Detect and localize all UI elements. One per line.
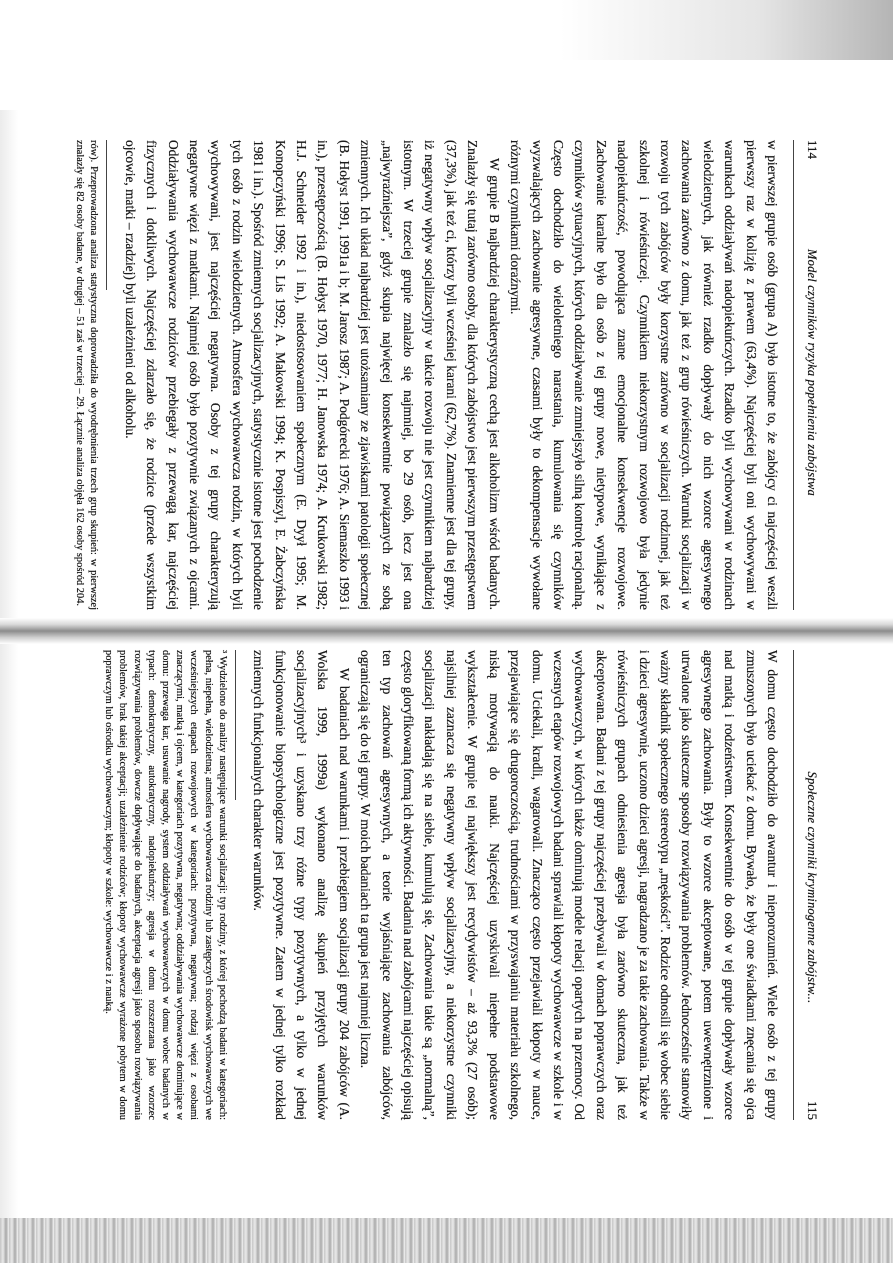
running-title: Model czynników ryzyka popełnienia zabójstwa [805,249,819,496]
body-text [119,140,783,610]
left-page [74,140,820,610]
paragraph: W badaniach nad warunkami i przebiegiem socjalizacji grupy 204 zabójców (A. Wolska 1999, 1999a) wykonano analizę skupień przyjętych warunków socjalizacyjnych³ i uzyskano trzy różne typy pozytywnych, a tylko w jednej funkcjonowanie biopsychologiczne jest pozytywne. Zatem w jednej tylko rozkład zmiennych funkcjonalnych charakter warunków. [251,650,352,1120]
paragraph: w pierwszej grupie osób (grupa A) było istotne to, że zabójcy ci najczęściej weszli pierwszy raz w kolizję z prawem (63,4%). Najczęściej byli oni wychowywani w warunkach oddziaływań nadopiekuńczych. Rzadko byli wychowywani w rodzinach wielodzietnych, jak również rzadko dopływały do nich wzorce agresywnego zachowania zarówno z domu, jak też z grup rówieśniczych. Warunki socjalizacji w rozwoju tych zabójców były korzystne zarówno w socjalizacji rodzinnej, jak też szkolnej i rówieśniczej. Czynnikiem niekorzystnym rozwojowo była jedynie nadopiekuńczość, powodująca znane emocjonalne konsekwencje rozwojowe. Zachowanie karalne było dla osób z tej grupy nowe, nietypowe, wynikające z czynników sytuacyjnych, których oddziaływanie zmniejszyło silną kontrolę racjonalną. Często dochodziło do wieloletniego narastania, kumulowania się czynników wyzwalających zachowanie agresywne, czasami były to dekompensacje wywołane różnymi czynnikami doraźnymi. [508,140,780,610]
header-rule [793,650,794,1120]
header-rule [793,140,794,610]
running-title: Społeczne czynniki kryminogenne zabójstw... [805,771,819,1004]
running-head [798,650,820,1120]
body-text [248,650,783,1120]
footnote: rów). Przeprowadzona analiza statystyczna doprowadziła do wyodrębnienia trzech grup skupień: w pierwszej znalazły się 82 osoby badane, w drugiej – 51 zaś w trzeciej – 29. Łącznie analiza objęła 162 osoby spośród 204. [74,140,100,610]
book-gutter [0,618,893,644]
page-number: 115 [805,1100,820,1120]
scan-shadow-top [560,0,893,60]
footnote-rule [106,140,107,290]
running-head [798,140,820,610]
paragraph: W grupie B najbardziej charakterystyczną cechą jest alkoholizm wśród badanych. Znalazły się tutaj zarówno osoby, dla których zabójstwo jest pierwszym przestępstwem (37,3%), jak też ci, którzy byli wcześniej karani (62,7%). Znamienne jest dla tej grupy, iż negatywny wpływ socjalizacyjny w takcie rozwoju nie jest czynnikiem najbardziej istotnym. W trzeciej grupie znalazło się najmniej, bo 29 osób, lecz jest ona „najwyraźniejsza”, gdyż skupia najwięcej konsekwentnie powiązanych ze sobą zmiennych. Ich układ najbardziej jest utożsamiany ze zjawiskami patologii społecznej (B. Hołyst 1991, 1991a i b; M. Jarosz 1987; A. Podgórecki 1976; A. Siemaszko 1993 i in.), przestępczością (B. Hołyst 1970, 1977; H. Janowska 1974; A. Krukowski 1982; H.J. Schneider 1992 i in.), niedostosowaniem społecznym (E. Dyył 1995; M. Konopczyński 1996; S. Lis 1992; A. Makowski 1994; K. Pospiszyl, E. Żabczyńska 1981 i in.). Spośród zmiennych socjalizacyjnych, statystycznie istotne jest pochodzenie tych osób z rodzin wielodzietnych. Atmosfera wychowawcza rodzin, w których byli wychowywani, jest najczęściej negatywna. Osoby z tej grupy charakteryzują negatywne więzi z matkami. Najmniej osób było pozytywnie związanych z ojcami. Oddziaływania wychowawcze rodziców przebiegały z przewagą kar, najczęściej fizycznych i dotkliwych. Najczęściej zdarzało się, że rodzice (przede wszystkim ojcowie, matki – rzadziej) byli uzależnieni od alkoholu. [122,140,502,610]
footnote-rule [235,650,236,800]
paragraph: W domu często dochodziło do awantur i nieporozumień. Wiele osób z tej grupy zmuszonych było uciekać z domu. Bywało, że były one świadkami znęcania się ojca nad matką i rodzeństwem. Konsekwentnie do osób w tej grupie dopływały wzorce agresywnego zachowania. Były to wzorce akceptowane, potem uwewnętrznione i utrwalone jako skuteczne sposoby rozwiązywania problemów. Jednocześnie stanowiły ważny składnik społecznego stereotypu „męskości”. Rodzice odnosili się wobec siebie i dzieci agresywnie, uczono dzieci agresji, nagradzano je za takie zachowania. Także w rówieśniczych grupach odniesienia agresja była zarówno skuteczna, jak też akceptowana. Badani z tej grupy najczęściej przebywali w domach poprawczych oraz wychowawczych, w których także dominują modele relacji opartych na przemocy. Od wczesnych etapów rozwojowych badani sprawiali kłopoty wychowawcze w szkole i w domu. Uciekali, kradli, wagarowali. Znacząco często przejawiali kłopoty w nauce, przejawiające się drugoroczością, trudnościami w przyswajaniu materiału szkolnego, niską motywacją do nauki. Najczęściej uzyskiwali niepełne podstawowe wykształcenie. W grupie tej największy jest recydywistów – aż 93,3% (27 osób); najsilniej zaznacza się negatywny wpływ socjalizacyjny, a niekorzystne czynniki socjalizacji nakładają się na siebie, kumulują się. Zachowania takie są „normalną”, często gloryfikowaną formą ich aktywności. Badania nad zabójcami najczęściej opisują ten typ zachowań agresywnych, a teorie wyjaśniające zachowania zabójców, ograniczają się do tej grupy. W moich badaniach ta grupa jest najmniej liczna. [358,650,780,1120]
scan-noise-bottom [0,1218,893,1263]
footnote: ³ Wydzielono do analizy następujące warunki socjalizacji: typ rodziny, z której pochodzą badani w kategoriach: pełna, niepełna, wielodzietna; atmosfera wychowawcza rodziny lub zastępczych środowisk wychowawczych we wcześniejszych etapach rozwojowych w kategoriach: pozytywna, negatywna; rodzaj więzi z osobami znaczącymi, matką i ojcem, w kategoriach pozytywna, negatywna; oddziaływania wychowawcze dominujące w domu: przewaga kar, usuwanie nagrody, system oddziaływań wychowawczych w domu wobec badanych w typach: demokratyczny, autokratyczny, nadopiekuńczy; agresja w domu rozszerzana jako wzorzec rozwiązywania problemów, dowcze dopływające do badanych, akceptacja agresji jako sposobu rozwiązywania problemów, brak takiej akceptacji; uzależnienie rodziców; kłopoty wychowawcze wyrażone pobytem w domu poprawczym lub ośrodku wychowawczym; kłopoty w szkole: wychowawcze i z nauką. [103,650,228,1120]
scan-shadow-left [0,110,18,1260]
right-page [103,650,820,1120]
page-number: 114 [805,140,820,160]
